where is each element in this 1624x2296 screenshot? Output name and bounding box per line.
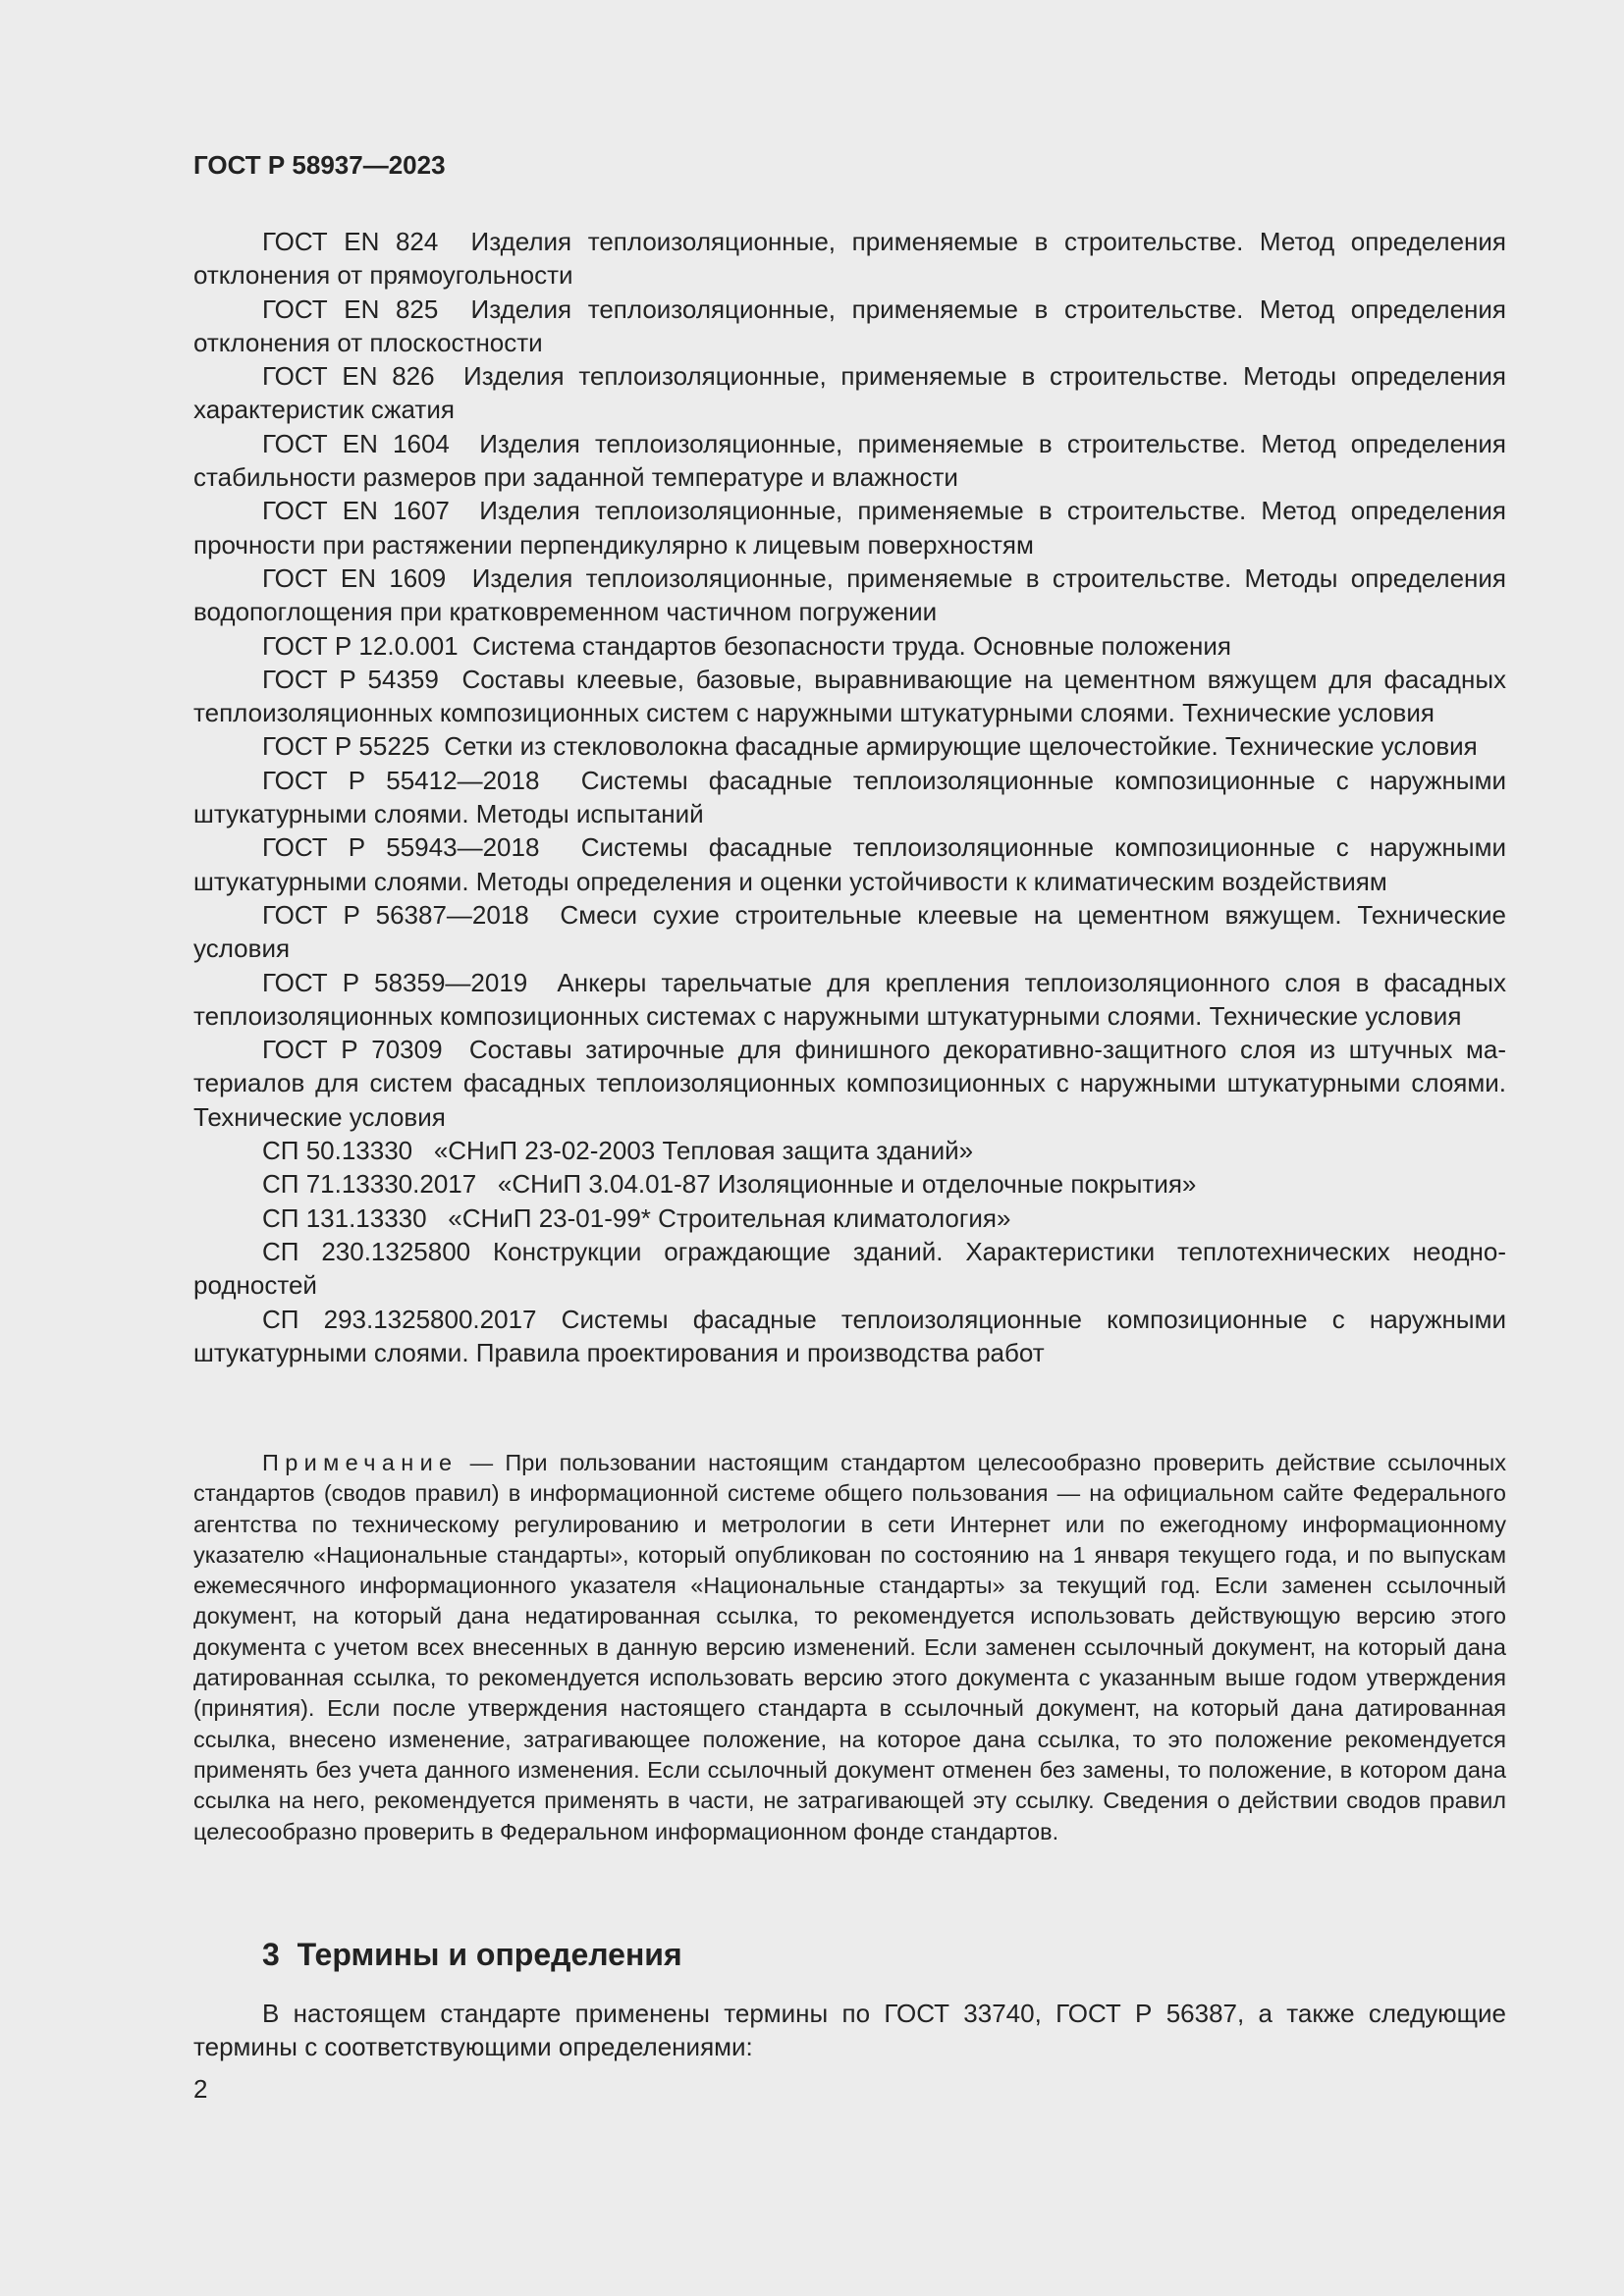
reference-title: Составы затирочные для финишного декоративно-защитного слоя из штучных материалов для систем фасадных теплоизоляционных композиционных с наружными штукатурными слоями. Технические условия	[193, 1035, 1506, 1132]
reference-title: Составы клеевые, базовые, выравнивающие на цементном вяжущем для фасадных теплоизоляционных композиционных систем с наружными штукатурными слоями. Технические условия	[193, 664, 1507, 728]
reference-code: СП 50.13330	[262, 1136, 413, 1166]
reference-code: ГОСТ Р 58359—2019	[262, 967, 528, 997]
reference-code: ГОСТ EN 824	[262, 227, 439, 256]
reference-title: Системы фасадные теплоизоляционные композиционные с наружными штукатурными слоями. Методы определения и оценки устойчивости к климатическим воздействиям	[193, 832, 1506, 896]
reference-item	[193, 1201, 1506, 1235]
reference-title: Изделия теплоизоляционные, применяемые в строительстве. Метод определения отклонения от прямоугольности	[193, 227, 1506, 291]
reference-title: Системы фасадные теплоизоляционные композиционные с наружными штукатурными слоями. Методы испытаний	[193, 765, 1506, 829]
reference-title: Смеси сухие строительные клеевые на цементном вяжущем. Технические условия	[193, 899, 1506, 964]
reference-code: ГОСТ Р 55943—2018	[262, 832, 540, 863]
reference-item	[193, 561, 1506, 629]
reference-code: ГОСТ EN 826	[262, 361, 435, 392]
reference-code: ГОСТ Р 12.0.001	[262, 630, 459, 661]
reference-item	[193, 293, 1506, 360]
reference-code: ГОСТ Р 55225	[262, 731, 430, 762]
reference-title: «СНиП 23-01-99* Строительная климатология»	[448, 1202, 1011, 1233]
reference-code: СП 230.1325800	[262, 1236, 471, 1266]
reference-code: ГОСТ Р 54359	[262, 664, 439, 694]
reference-item	[193, 1235, 1506, 1303]
reference-title: Конструкции ограждающие зданий. Характеристики теплотехнических неоднородностей	[193, 1236, 1506, 1301]
section-number: 3	[262, 1937, 280, 1972]
section-intro: В настоящем стандарте применены термины по ГОСТ 33740, ГОСТ Р 56387, а также следующие термины с соответствующими определениями:	[193, 1999, 1506, 2062]
reference-code: СП 131.13330	[262, 1202, 427, 1233]
reference-item	[193, 764, 1506, 831]
reference-title: Изделия теплоизоляционные, применяемые в строительстве. Методы определения водопоглощения при кратковременном частичном погружении	[193, 562, 1506, 627]
reference-code: ГОСТ Р 56387—2018	[262, 899, 529, 930]
normative-references-list	[193, 225, 1506, 1369]
reference-item	[193, 494, 1506, 561]
reference-title: Изделия теплоизоляционные, применяемые в строительстве. Метод определения прочности при растяжении перпендикулярно к лицевым поверхностям	[193, 496, 1507, 560]
reference-item	[193, 1167, 1506, 1201]
section-heading	[262, 1935, 682, 1974]
note-dash: —	[458, 1450, 506, 1475]
reference-code: СП 71.13330.2017	[262, 1169, 477, 1200]
reference-item	[193, 966, 1506, 1034]
reference-title: Изделия теплоизоляционные, применяемые в строительстве. Метод определения стабильности размеров при заданной температуре и влажности	[193, 428, 1507, 493]
reference-title: Система стандартов безопасности труда. Основные положения	[472, 630, 1231, 661]
reference-item	[193, 1134, 1506, 1167]
reference-code: ГОСТ EN 1604	[262, 428, 450, 458]
reference-item	[193, 1033, 1506, 1134]
reference-title: Изделия теплоизоляционные, применяемые в строительстве. Методы определения характеристик сжатия	[193, 361, 1506, 425]
reference-code: ГОСТ EN 1607	[262, 496, 450, 526]
page-number: 2	[193, 2074, 208, 2104]
reference-item	[193, 629, 1506, 663]
reference-item	[193, 1303, 1506, 1370]
section-title: Термины и определения	[297, 1937, 682, 1972]
reference-code: ГОСТ EN 1609	[262, 562, 447, 593]
note-text: При пользовании настоящим стандартом целесообразно проверить действие ссылочных стандартов (сводов правил) в информационной системе общего пользования — на официальном сайте Федерального агентства по техническому регулированию и метрологии в сети Интернет или по ежегодному информационному указателю «Национальные стандарты», который опубликован по состоянию на 1 января текущего года, и по выпускам ежемесячного информационного указателя «Национальные стандарты» за текущий год. Если заменен ссылочный документ, на который дана недатированная ссылка, то рекомендуется использовать действующую версию этого документа с учетом всех внесенных в данную версию изменений. Если заменен ссылочный документ, на который дана датированная ссылка, то рекомендуется использовать версию этого документа с указанным выше годом утверждения (принятия). Если после утверждения настоящего стандарта в ссылочный документ, на который дана датированная ссылка, внесено изменение, затрагивающее положение, на которое дана ссылка, то это положение рекомендуется применять без учета данного изменения. Если ссылочный документ отменен без замены, то положение, в котором дана ссылка на него, рекомендуется применять в части, не затрагивающей эту ссылку. Сведения о действии сводов правил целесообразно проверить в Федеральном информационном фонде стандартов.	[193, 1450, 1507, 1844]
reference-item	[193, 225, 1506, 293]
document-header-code: ГОСТ Р 58937—2023	[193, 150, 446, 180]
reference-code: СП 293.1325800.2017	[262, 1304, 537, 1334]
reference-title: «СНиП 3.04.01-87 Изоляционные и отделочные покрытия»	[497, 1169, 1197, 1200]
reference-title: Системы фасадные теплоизоляционные композиционные с наружными штукатурными слоями. Правила проектирования и производства работ	[193, 1304, 1507, 1367]
reference-code: ГОСТ EN 825	[262, 294, 439, 324]
note-label: Примечание	[262, 1450, 459, 1475]
reference-item	[193, 830, 1506, 898]
reference-title: Изделия теплоизоляционные, применяемые в строительстве. Метод определения отклонения от плоскостности	[193, 294, 1506, 357]
reference-item	[193, 898, 1506, 966]
reference-item	[193, 663, 1506, 730]
reference-item	[193, 729, 1506, 763]
reference-code: ГОСТ Р 70309	[262, 1035, 443, 1065]
reference-item	[193, 427, 1506, 495]
reference-title: Анкеры тарельчатые для крепления теплоизоляционного слоя в фасадных теплоизоляционных композиционных системах с наружными штукатурными слоями. Технические условия	[193, 967, 1506, 1031]
reference-title: «СНиП 23-02-2003 Тепловая защита зданий»	[433, 1136, 974, 1166]
reference-item	[193, 359, 1506, 427]
reference-title: Сетки из стекловолокна фасадные армирующие щелочестойкие. Технические условия	[444, 731, 1478, 762]
reference-code: ГОСТ Р 55412—2018	[262, 765, 540, 795]
references-note	[193, 1448, 1506, 1847]
